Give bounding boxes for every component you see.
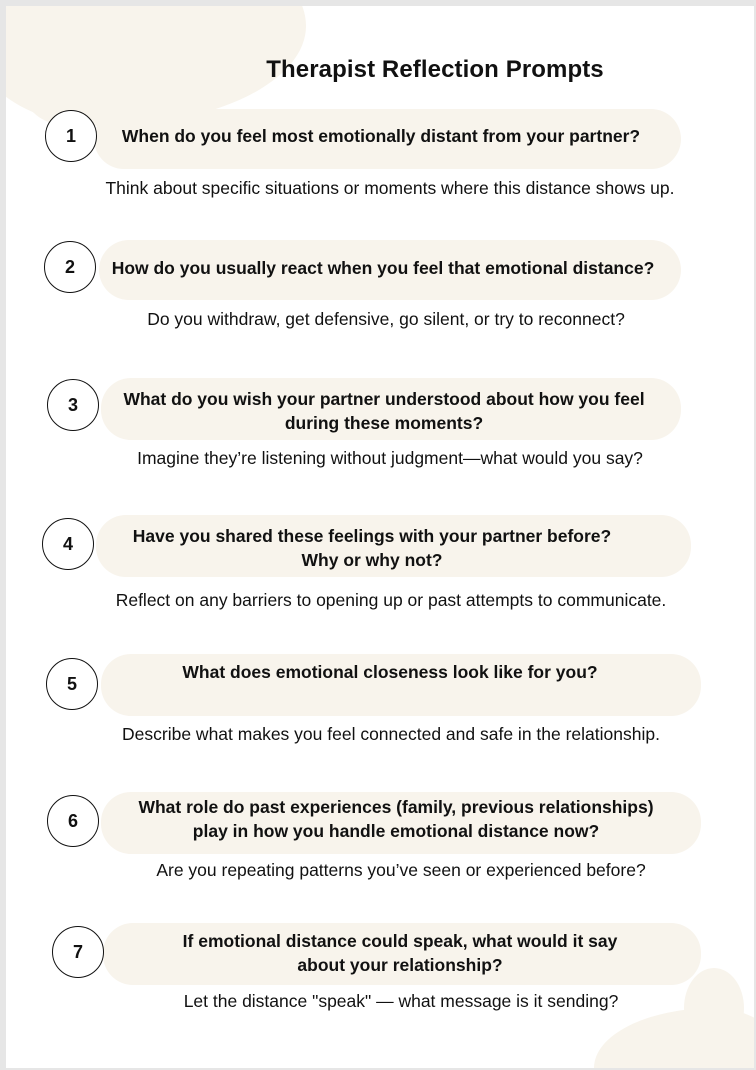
question-line: What role do past experiences (family, previous relationships) (138, 797, 654, 817)
prompt-number-badge: 2 (44, 241, 96, 293)
worksheet-page (6, 6, 754, 1068)
prompt-hint: Describe what makes you feel connected and safe in the relationship. (122, 724, 660, 744)
prompt-number-badge: 6 (47, 795, 99, 847)
prompt-question (96, 524, 648, 572)
prompt-hint: Imagine they’re listening without judgment—what would you say? (137, 448, 643, 468)
prompt-hint: Let the distance "speak" — what message is it sending? (183, 991, 619, 1011)
question-line: How do you usually react when you feel that emotional distance? (111, 258, 655, 278)
question-line: Have you shared these feelings with your partner before? (132, 526, 612, 546)
question-line: Why or why not? (301, 550, 443, 570)
prompt-number-badge: 7 (52, 926, 104, 978)
prompt-number-badge: 1 (45, 110, 97, 162)
prompt-question (99, 256, 667, 280)
prompt-hint: Are you repeating patterns you’ve seen or experienced before? (156, 860, 646, 880)
prompt-question (103, 929, 697, 977)
prompt-hint: Reflect on any barriers to opening up or past attempts to communicate. (115, 590, 667, 610)
prompt-question (101, 660, 679, 684)
prompt-hint: Think about specific situations or moments where this distance shows up. (105, 178, 675, 198)
prompt-question (101, 795, 691, 843)
question-line: about your relationship? (297, 955, 503, 975)
question-line: What does emotional closeness look like for you? (182, 662, 598, 682)
prompt-question (94, 124, 668, 148)
question-line: What do you wish your partner understood about how you feel (123, 389, 645, 409)
question-line: during these moments? (284, 413, 484, 433)
prompt-hint: Do you withdraw, get defensive, go silent, or try to reconnect? (147, 309, 625, 329)
prompt-question (101, 387, 667, 435)
prompt-number-badge: 5 (46, 658, 98, 710)
question-line: When do you feel most emotionally distant from your partner? (121, 126, 641, 146)
page-title: Therapist Reflection Prompts (266, 56, 604, 83)
question-line: play in how you handle emotional distance now? (192, 821, 600, 841)
prompt-number-badge: 3 (47, 379, 99, 431)
prompt-number-badge: 4 (42, 518, 94, 570)
question-line: If emotional distance could speak, what would it say (182, 931, 618, 951)
